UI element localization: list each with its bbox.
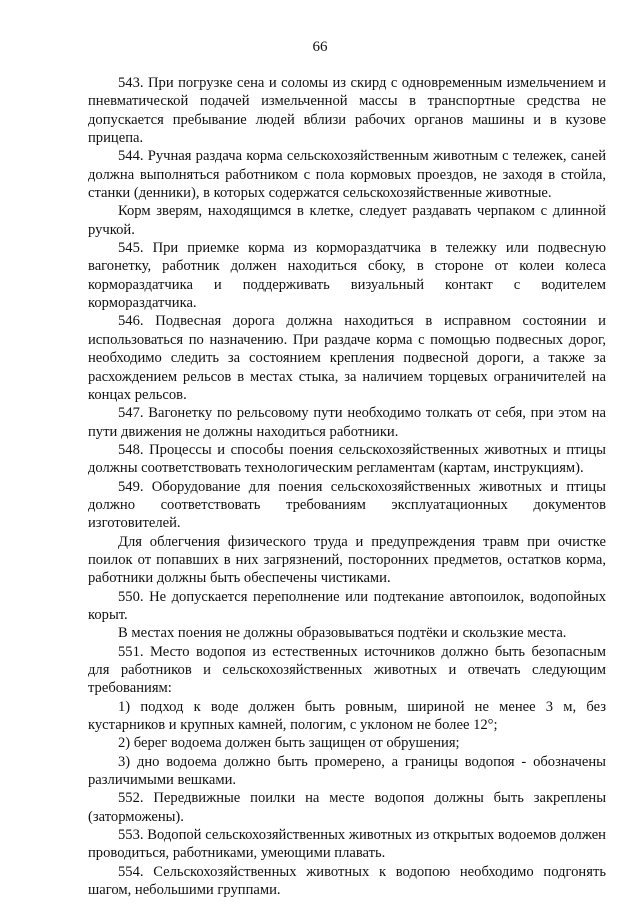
paragraph-550-note: В местах поения не должны образовываться подтёки и скользкие места. (118, 625, 567, 642)
list-item-3: 3) дно водоема должно быть промерено, а границы водопоя - обозначены различимыми вешками. (88, 753, 606, 789)
paragraph-548: 548. Процессы и способы поения сельскохозяйственных животных и птицы должны соответствовать технологическим регламентам (картам, инструкциям). (88, 441, 606, 477)
paragraph-544-note: Корм зверям, находящимся в клетке, следует раздавать черпаком с длинной ручкой. (88, 203, 606, 238)
page-number: 66 (312, 39, 328, 55)
paragraph-551: 551. Место водопоя из естественных источников должно быть безопасным для работников и сельскохозяйственных животных и отвечать следующим требованиям: (88, 643, 606, 697)
paragraph-552: 552. Передвижные поилки на месте водопоя должны быть закреплены (заторможены). (88, 790, 606, 825)
paragraph-550: 550. Не допускается переполнение или подтекание автопоилок, водопойных корыт. (88, 588, 606, 623)
document-body (88, 74, 606, 899)
list-item-2: 2) берег водоема должен быть защищен от обрушения; (118, 735, 460, 752)
paragraph-544: 544. Ручная раздача корма сельскохозяйственным животным с тележек, саней должна выполняться работником с пола кормовых проездов, не заходя в стойла, станки (денники), в которых содержатся сельскохозяйственные животные. (88, 148, 606, 202)
paragraph-549: 549. Оборудование для поения сельскохозяйственных животных и птицы должно соответствовать требованиям эксплуатационных документов изготовителей. (88, 478, 606, 532)
list-item-1: 1) подход к воде должен быть ровным, шириной не менее 3 м, без кустарников и крупных камней, пологим, с уклоном не более 12°; (88, 698, 606, 734)
paragraph-553: 553. Водопой сельскохозяйственных животных из открытых водоемов должен проводиться, работниками, умеющими плавать. (88, 827, 606, 862)
paragraph-546: 546. Подвесная дорога должна находиться в исправном состоянии и использоваться по назначению. При раздаче корма с помощью подвесных дорог, необходимо следить за состоянием крепления подвесной дороги, а также за расхождением рельсов в местах стыка, за наличием торцевых ограничителей на концах рельсов. (88, 313, 606, 403)
paragraph-545: 545. При приемке корма из кормораздатчика в тележку или подвесную вагонетку, работник должен находиться сбоку, в стороне от колеи колеса кормораздатчика и поддерживать визуальный контакт с водителем кормораздатчика. (88, 240, 606, 312)
paragraph-549-note: Для облегчения физического труда и предупреждения травм при очистке поилок от попавших в них загрязнений, посторонних предметов, остатков корма, работники должны быть обеспечены чистиками. (88, 533, 606, 587)
paragraph-543: 543. При погрузке сена и соломы из скирд с одновременным измельчением и пневматической подачей измельченной массы в транспортные средства не допускается пребывание людей вблизи рабочих органов машины и в кузове прицепа. (88, 75, 606, 147)
paragraph-547: 547. Вагонетку по рельсовому пути необходимо толкать от себя, при этом на пути движения не должны находиться работники. (88, 405, 606, 440)
paragraph-554: 554. Сельскохозяйственных животных к водопою необходимо подгонять шагом, небольшими группами. (88, 863, 606, 899)
